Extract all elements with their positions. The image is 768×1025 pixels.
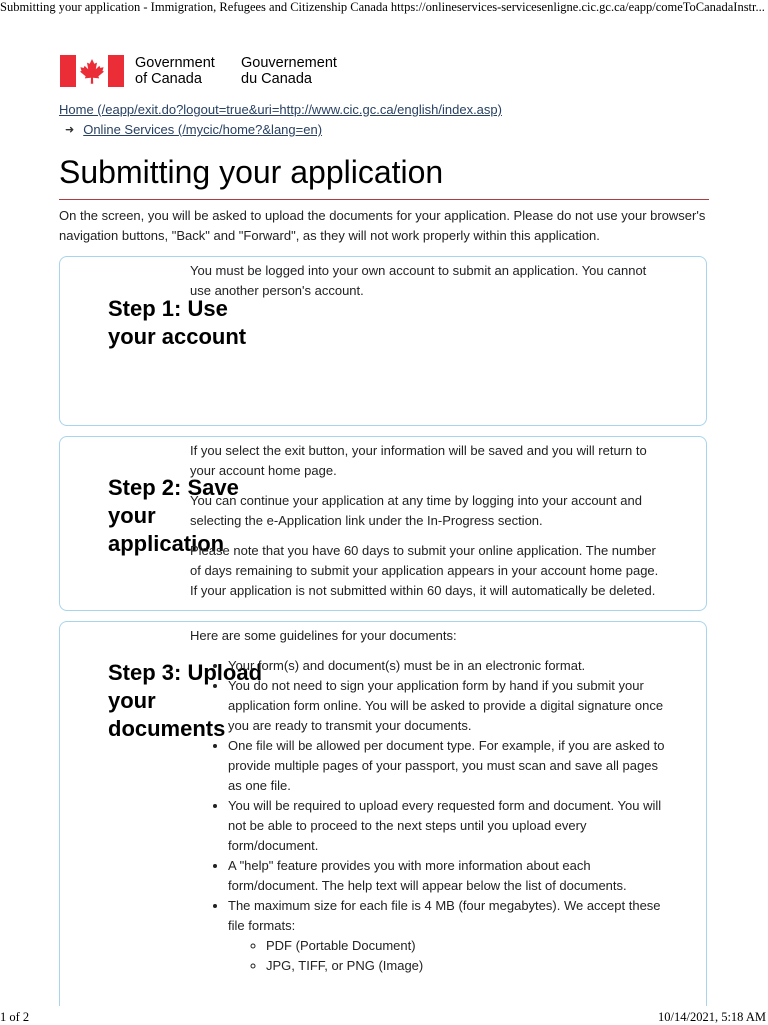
step-1-title: Step 1: Use your account bbox=[108, 296, 247, 349]
list-item: • A "help" feature provides you with more information about each form/document. The help text will appear below the list of documents. bbox=[228, 856, 668, 896]
breadcrumb bbox=[59, 100, 502, 140]
signature-fr-line1: Gouvernement bbox=[241, 55, 337, 71]
step-1-body bbox=[190, 261, 668, 311]
step-3-guidelines-list bbox=[190, 656, 668, 976]
breadcrumb-online-services-link[interactable]: Online Services (/mycic/home?&lang=en) bbox=[83, 122, 323, 137]
step-2-text-3: Please note that you have 60 days to submit your online application. The number of days remaining to submit your application appears in your account home page. If your application is not submitted within 60 days, it will automatically be deleted. bbox=[190, 543, 659, 598]
signature-french bbox=[241, 55, 361, 87]
title-divider bbox=[59, 199, 709, 200]
step-1-panel bbox=[59, 256, 707, 426]
signature-fr-line2: du Canada bbox=[241, 71, 312, 87]
step-3-intro: Here are some guidelines for your documents: bbox=[190, 628, 457, 643]
step-3-body bbox=[190, 626, 668, 976]
list-item-file-formats bbox=[228, 896, 668, 976]
intro-text: On the screen, you will be asked to upload the documents for your application. Please do not use your browser's navigation buttons, "Back" and "Forward", as they will not work properly within this application. bbox=[59, 208, 706, 243]
government-signature[interactable] bbox=[60, 55, 337, 87]
step-1-text: You must be logged into your own account to submit an application. You cannot use another person's account. bbox=[190, 263, 647, 298]
print-header: Submitting your application - Immigration, Refugees and Citizenship Canada https://onlineservices-servicesenligne.cic.gc.ca/eapp/comeToCanadaInstr... bbox=[0, 0, 765, 14]
list-item: • You do not need to sign your application form by hand if you submit your application form online. You will be asked to provide a digital signature once you are ready to transmit your documents. bbox=[228, 676, 668, 736]
file-format-item: ◦ PDF (Portable Document) bbox=[266, 936, 668, 956]
list-item: • One file will be allowed per document type. For example, if you are asked to provide multiple pages of your passport, you must scan and save all pages as one file. bbox=[228, 736, 668, 796]
list-item: • Your form(s) and document(s) must be in an electronic format. bbox=[228, 656, 668, 676]
print-page-number: 1 of 2 bbox=[0, 1010, 30, 1024]
step-2-body bbox=[190, 441, 668, 611]
breadcrumb-home-row bbox=[59, 100, 502, 120]
breadcrumb-home-link[interactable]: Home (/eapp/exit.do?logout=true&uri=http://www.cic.gc.ca/english/index.asp) bbox=[59, 102, 502, 117]
step-2-panel bbox=[59, 436, 707, 611]
step-2-title: Step 2: Save your application bbox=[108, 475, 239, 556]
signature-en-line2: of Canada bbox=[135, 71, 202, 87]
list-item: • You will be required to upload every requested form and document. You will not be able to proceed to the next steps until you upload every form/document. bbox=[228, 796, 668, 856]
arrow-right-icon: ➜ bbox=[65, 124, 75, 136]
signature-english bbox=[135, 55, 235, 87]
print-datetime: 10/14/2021, 5:18 AM bbox=[658, 1010, 766, 1024]
breadcrumb-online-services-row bbox=[65, 120, 502, 140]
step-3-title: Step 3: Upload your documents bbox=[108, 660, 263, 741]
step-2-text-1: If you select the exit button, your information will be saved and you will return to your account home page. bbox=[190, 443, 647, 478]
signature-en-line1: Government bbox=[135, 55, 215, 71]
file-formats-list bbox=[228, 936, 668, 976]
page-title: Submitting your application bbox=[59, 154, 444, 190]
canada-flag-icon bbox=[60, 55, 124, 87]
file-format-item: ◦ JPG, TIFF, or PNG (Image) bbox=[266, 956, 668, 976]
step-3-panel bbox=[59, 621, 707, 1006]
file-formats-text: The maximum size for each file is 4 MB (four megabytes). We accept these file formats: bbox=[228, 898, 661, 933]
step-2-text-2: You can continue your application at any time by logging into your account and selecting the e-Application link under the In-Progress section. bbox=[190, 493, 642, 528]
